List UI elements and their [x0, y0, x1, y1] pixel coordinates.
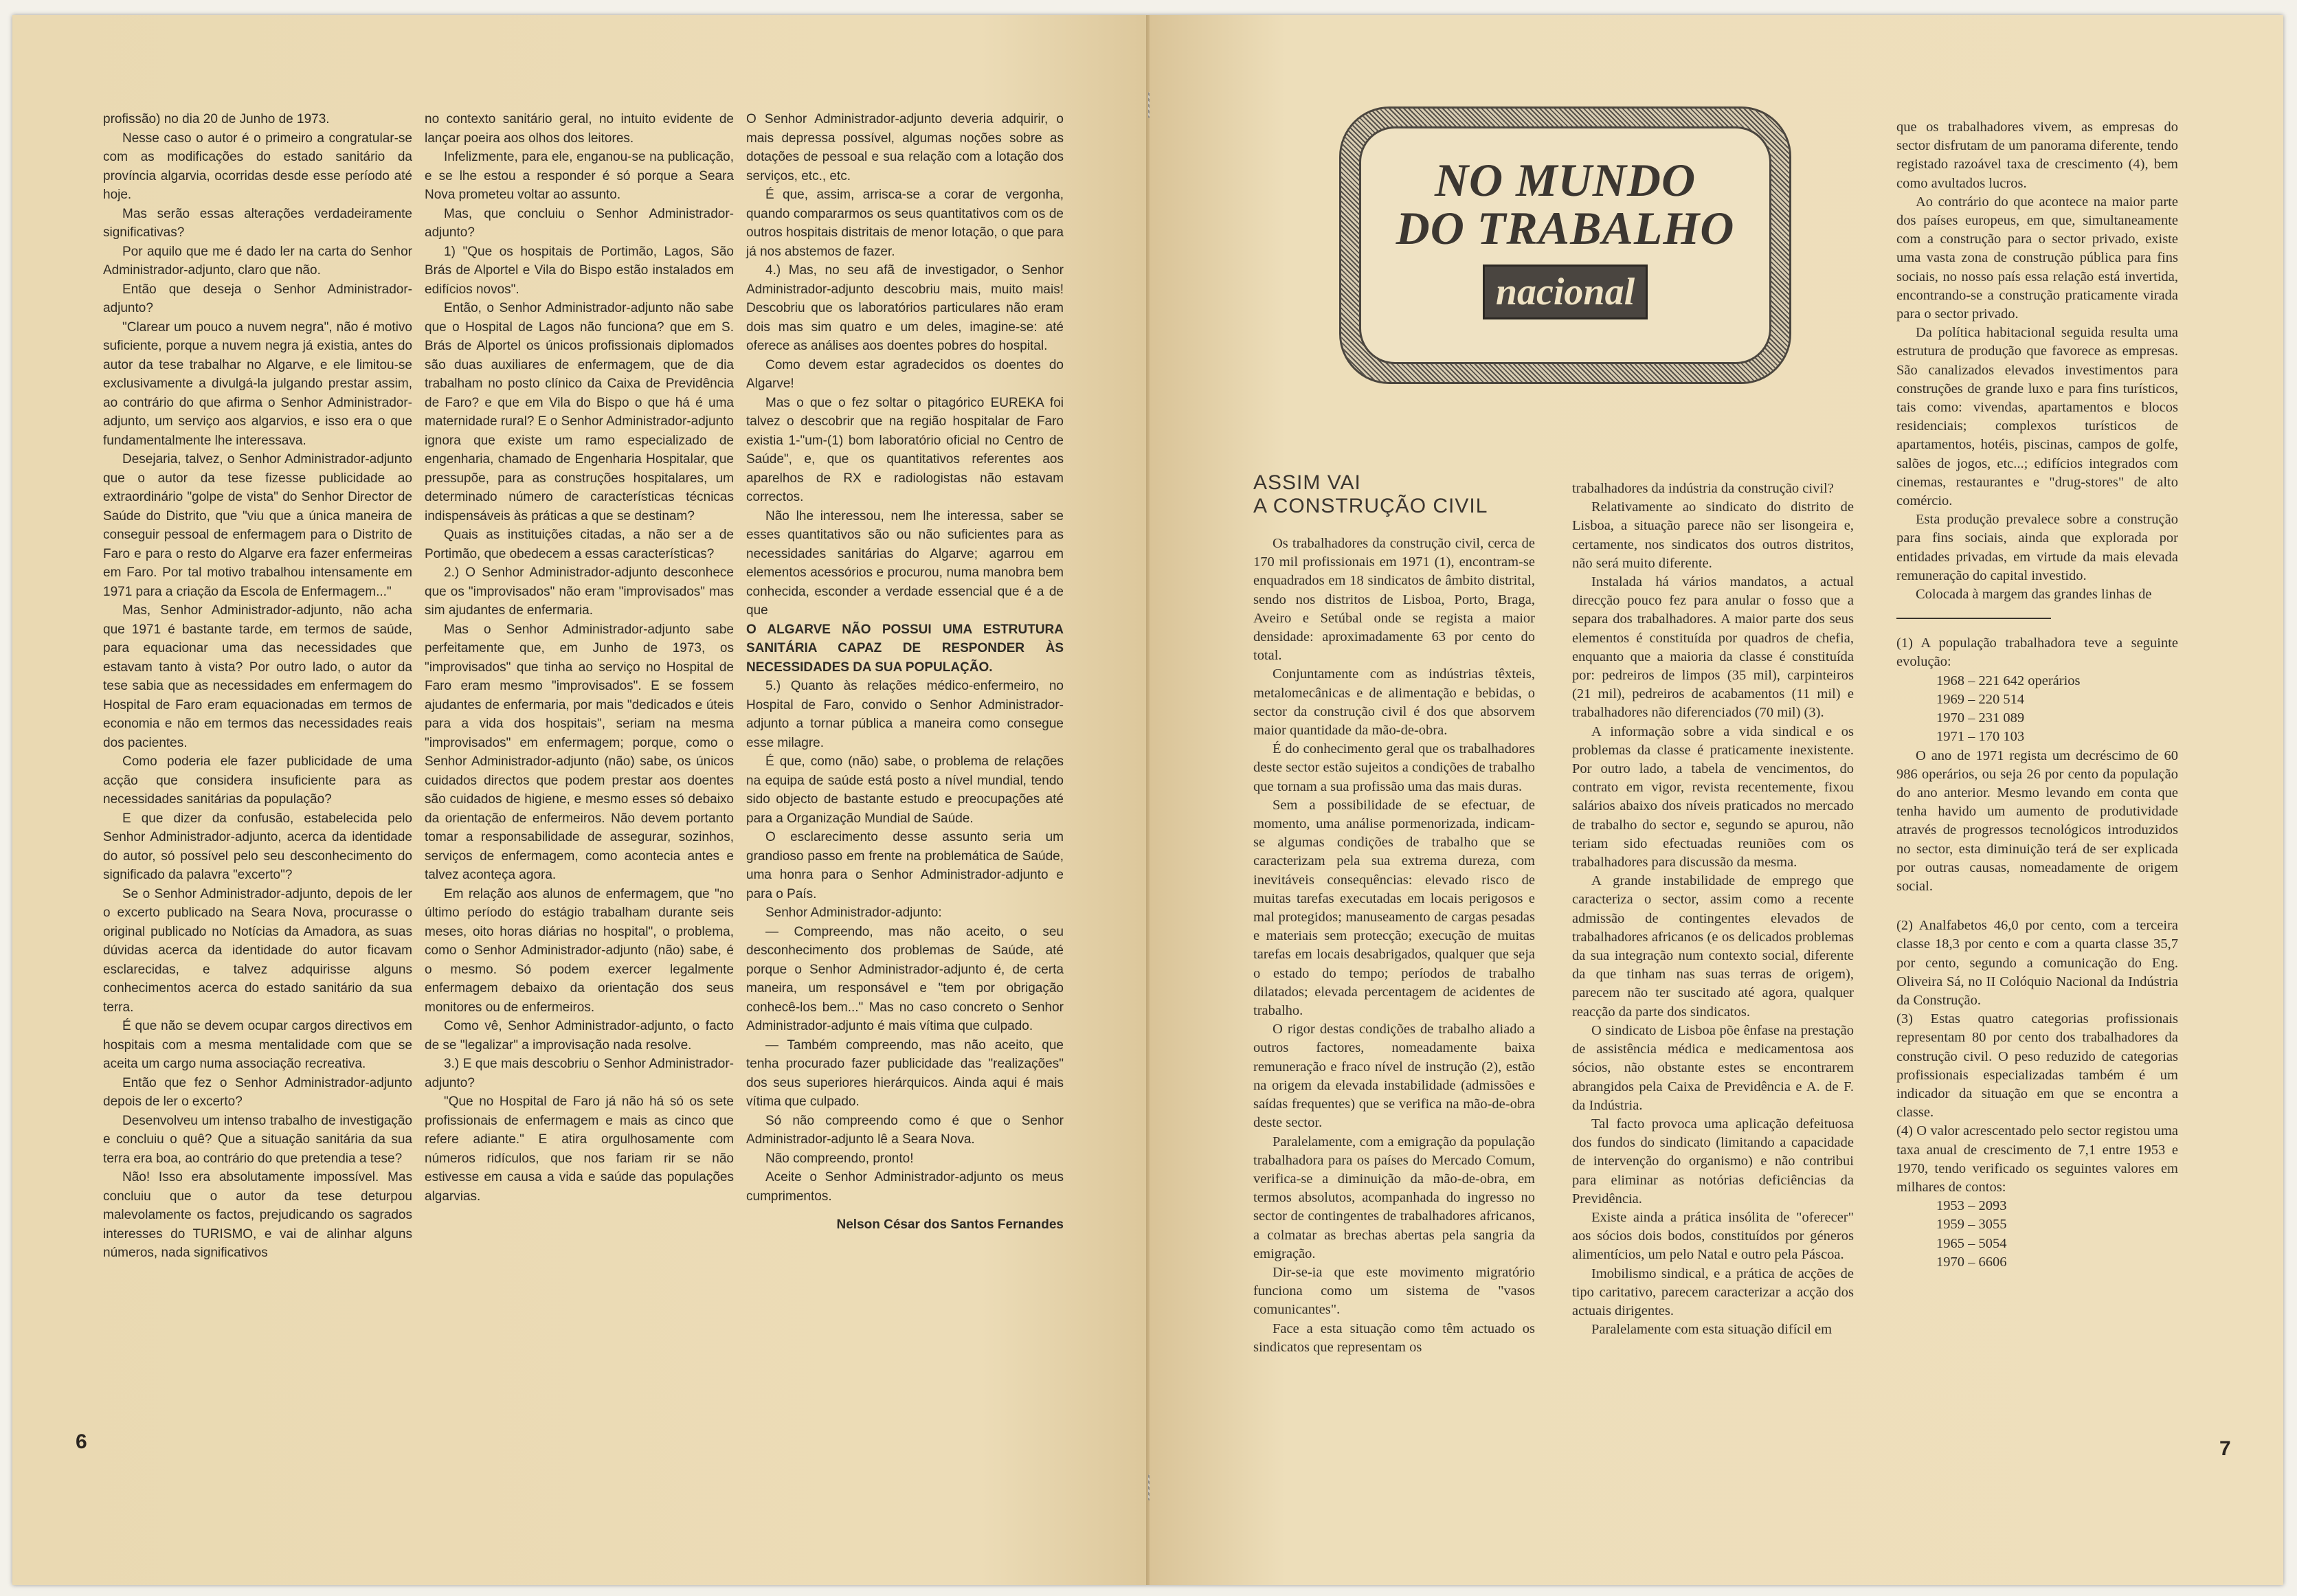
paragraph: Nesse caso o autor é o primeiro a congratular-se com as modificações do estado sanitário da província algarvia, ocorridas desde esse período até hoje. [103, 131, 412, 202]
footnote-list-item: 1959 – 3055 [1936, 1217, 2007, 1233]
footnote-1: (1) A população trabalhadora teve a seguinte evolução: [1896, 636, 2178, 670]
paragraph: — Também compreendo, mas não aceito, que tenha procurado fazer publicidade das "realizações" dos seus superiores hierárquicos. Ainda aqui é mais vítima que culpado. [746, 1037, 1064, 1109]
left-column-1 [103, 110, 412, 1263]
left-column-3 [746, 110, 1064, 1235]
footnote-text: O ano de 1971 regista um decréscimo de 60 986 operários, ou seja 26 por cento da população do ano anterior. Mesmo levando em conta que tenha havido um aumento de produtividade através de progressos tecnológicos introduzidos no sector, esta diminuição terá de ser explicada por outras causas, nomeadamente de origem social. [1896, 748, 2178, 894]
footnote-2: (2) Analfabetos 46,0 por cento, com a terceira classe 18,3 por cento e com a quarta classe 35,7 por cento, segundo a comunicação do Eng. Oliveira Sá, no II Colóquio Nacional da Indústria da Construção. [1896, 918, 2178, 1008]
paragraph: "Que no Hospital de Faro já não há só os sete profissionais de enfermagem e mais as cinco que refere adiante." E atira orgulhosamente com números ridículos, que nos fariam rir se não estivesse em causa a vida e saúde das populações algarvias. [425, 1094, 734, 1204]
paragraph: Não lhe interessou, nem lhe interessa, saber se esses quantitativos são ou não suficientes para as necessidades sanitárias do Algarve; agarrou em elementos acessórios e procurou, numa manobra bem conhecida, esconder a verdade essencial que é a de que [746, 508, 1064, 618]
right-column-3 [1896, 118, 2178, 1272]
right-column-1 [1253, 535, 1535, 1357]
paragraph: Existe ainda a prática insólita de "oferecer" aos sócios dois bodos, constituídos por géneros alimentícios, um pelo Natal e outro pela Páscoa. [1572, 1209, 1854, 1263]
paragraph: Mas, Senhor Administrador-adjunto, não acha que 1971 é bastante tarde, em termos de saúde, para equacionar uma das necessidades que estavam tanto à vista? Por outro lado, o autor da tese sabia que as necessidades em enfermagem do Hospital de Faro eram equacionadas em termos de economia e não em termos das necessidades reais dos pacientes. [103, 603, 412, 750]
paragraph: Senhor Administrador-adjunto: [765, 906, 942, 920]
paragraph: Da política habitacional seguida resulta uma estrutura de produção que favorece as empresas. São canalizados elevados investimentos para construções de grande luxo e para fins turísticos, tais como: vivendas, apartamentos e blocos residenciais; complexos turísticos de apartamentos, hotéis, piscinas, campos de golfe, salões de jogos, etc...; edifícios integrados com cinemas, restaurantes e "drug-stores" de alto comércio. [1896, 325, 2178, 509]
article-title: ASSIM VAI A CONSTRUÇÃO CIVIL [1253, 471, 1488, 517]
paragraph: O esclarecimento desse assunto seria um grandioso passo em frente na problemática de Saúde, uma honra para o Senhor Administrador-adjunto e para o País. [746, 830, 1064, 901]
paragraph: Então, o Senhor Administrador-adjunto não sabe que o Hospital de Lagos não funciona? que em S. Brás de Alportel os únicos profissionais diplomados são duas auxiliares de enfermagem, que de dia trabalham no posto clínico da Caixa de Previdência de Faro? e que em Vila do Bispo o que há é uma maternidade rural? E o Senhor Administrador-adjunto ignora que existe um ramo especializado de engenharia, chamado de Engenharia Hospitalar, que pressupõe, para as construções hospitalares, um determinado número de características técnicas indispensáveis às práticas a que se destinam? [425, 301, 734, 524]
paragraph: Ao contrário do que acontece na maior parte dos países europeus, em que, simultaneamente com a construção para o sector privado, existe uma vasta zona de construção pública para fins sociais, no nosso país essa relação está invertida, encontrando-se a construção praticamente virada para o sector privado. [1896, 194, 2178, 322]
masthead-subtitle: nacional [1483, 265, 1648, 319]
paragraph: Tal facto provoca uma aplicação defeituosa dos fundos do sindicato (limitando a capacidade de intervenção do organismo) e não contribui para eliminar as notórias deficiências da Previdência. [1572, 1116, 1854, 1206]
paragraph: Só não compreendo como é que o Senhor Administrador-adjunto lê a Seara Nova. [746, 1113, 1064, 1147]
paragraph: Então que fez o Senhor Administrador-adjunto depois de ler o excerto? [103, 1075, 412, 1109]
paragraph: Mas serão essas alterações verdadeiramente significativas? [103, 206, 412, 240]
paragraph: Como devem estar agradecidos os doentes do Algarve! [746, 357, 1064, 391]
paragraph: 2.) O Senhor Administrador-adjunto desconhece que os "improvisados" não eram "improvisados" mas sim ajudantes de enfermaria. [425, 565, 734, 618]
paragraph: Colocada à margem das grandes linhas de [1916, 587, 2152, 603]
paragraph: 4.) Mas, no seu afã de investigador, o Senhor Administrador-adjunto descobriu mais, muito mais! Descobriu que os laboratórios particulares não eram dois mas sim quatro e um deles, imagine-se: até oferece as análises aos doentes pobres do hospital. [746, 263, 1064, 353]
author-signature: Nelson César dos Santos Fernandes [836, 1217, 1064, 1232]
footnote-list-item: 1969 – 220 514 [1936, 691, 2025, 707]
paragraph: Conjuntamente com as indústrias têxteis, metalomecânicas e de alimentação e bebidas, o sector da construção civil é dos que absorvem maior quantidade da mão-de-obra. [1253, 666, 1535, 739]
paragraph: Não! Isso era absolutamente impossível. Mas concluiu que o autor da tese deturpou malevolamente os factos, prejudicando os sagrados interesses do TURISMO, e vai de alinhar alguns números, nada significativos [103, 1170, 412, 1260]
paragraph: Mas, que concluiu o Senhor Administrador-adjunto? [425, 206, 734, 240]
masthead-title: NO MUNDO DO TRABALHO [1396, 154, 1735, 254]
paragraph: Face a esta situação como têm actuado os sindicatos que representam os [1253, 1320, 1535, 1355]
paragraph: Esta produção prevalece sobre a construção para fins sociais, ainda que explorada por entidades privadas, em virtude da mais elevada remuneração do capital investido. [1896, 512, 2178, 583]
paragraph: É que, como (não) sabe, o problema de relações na equipa de saúde está posto a nível mundial, tendo sido objecto de bastante estudo e preocupações até para a Organização Mundial de Saúde. [746, 754, 1064, 826]
paragraph: Desenvolveu um intenso trabalho de investigação e concluiu o quê? Que a situação sanitária da sua terra era boa, ao contrário do que pretendia a tese? [103, 1113, 412, 1166]
section-masthead [1341, 109, 1789, 382]
paragraph: Relativamente ao sindicato do distrito de Lisboa, a situação parece não ser lisongeira e, certamente, nos sindicatos dos outros distritos, não será muito diferente. [1572, 499, 1854, 571]
paragraph: profissão) no dia 20 de Junho de 1973. [103, 112, 330, 126]
paragraph: Instalada há vários mandatos, a actual direcção pouco fez para anular o fosso que a separa dos trabalhadores. A maior parte dos seus elementos é constituída por quadros de chefia, enquanto que a maioria da classe é constituída por: pedreiros de limpos (35 mil), carpinteiros (21 mil), pedreiros de acabamentos (11 mil) e trabalhadores não diferenciados (70 mil) (3). [1572, 574, 1854, 721]
paragraph: "Clarear um pouco a nuvem negra", não é motivo suficiente, porque a nuvem negra já existia, antes do autor da tese trabalhar no Algarve, e ele limitou-se exclusivamente a divulgá-la julgando prestar assim, ao contrário do que afirma o Senhor Administrador-adjunto, um serviço aos algarvios, e isso era o que fundamentalmente lhe interessava. [103, 319, 412, 448]
footnote-list-item: 1968 – 221 642 operários [1936, 673, 2081, 688]
left-page [12, 15, 1150, 1585]
paragraph: Sem a possibilidade de se efectuar, de momento, uma análise pormenorizada, indicam-se algumas condições de trabalho que se caracterizam pela sua extrema dureza, com inevitáveis consequências: elevado risco de muitas tarefas executadas em locais perigosos e mal protegidos; manuseamento de cargas pesadas e materiais sem protecção; execução de muitas tarefas em locais desabrigados, qualquer que seja o estado do tempo; períodos de trabalho dilatados; elevada percentagem de acidentes de trabalho. [1253, 797, 1535, 1019]
paragraph: 3.) E que mais descobriu o Senhor Administrador-adjunto? [425, 1057, 734, 1090]
paragraph: Se o Senhor Administrador-adjunto, depois de ler o excerto publicado na Seara Nova, procurasse o original publicado no Notícias da Amadora, as suas dúvidas acerca da identidade do autor ficavam esclarecidas, e talvez adquirisse alguns conhecimentos acerca do estado sanitário da sua terra. [103, 886, 412, 1015]
page-number: 6 [76, 1430, 87, 1453]
paragraph: trabalhadores da indústria da construção civil? [1572, 481, 1834, 496]
footnote-list-item: 1970 – 231 089 [1936, 710, 2025, 726]
paragraph: É do conhecimento geral que os trabalhadores deste sector estão sujeitos a condições de trabalho que tornam a sua profissão uma das mais duras. [1253, 741, 1535, 794]
right-column-2 [1572, 480, 1854, 1339]
paragraph: Em relação aos alunos de enfermagem, que "no último período do estágio trabalham durante seis meses, oito horas diárias no hospital", o problema, como o Senhor Administrador-adjunto (não) sabe, é o mesmo. Só podem exercer legalmente enfermagem debaixo da orientação dos seus monitores ou de enfermeiros. [425, 886, 734, 1015]
paragraph: O sindicato de Lisboa põe ênfase na prestação de assistência médica e medicamentosa aos sócios, não obstante estes se encontrarem abrangidos pela Caixa de Previdência e A. de F. da Indústria. [1572, 1022, 1854, 1113]
footnote-list-item: 1970 – 6606 [1936, 1254, 2007, 1270]
paragraph: A grande instabilidade de emprego que caracteriza o sector, assim como a recente admissão de contingentes elevados de trabalhadores africanos (e os delicados problemas da sua integração num contexto social, diferente da que tinham nas suas terras de origem), parecem não ter suscitado até agora, qualquer reacção da parte dos sindicatos. [1572, 873, 1854, 1020]
paragraph: Imobilismo sindical, e a prática de acções de tipo caritativo, parecem caracterizar a acção dos actuais dirigentes. [1572, 1266, 1854, 1318]
paragraph: Aceite o Senhor Administrador-adjunto os meus cumprimentos. [746, 1170, 1064, 1204]
paragraph: Então que deseja o Senhor Administrador-adjunto? [103, 282, 412, 315]
paragraph: Mas o Senhor Administrador-adjunto sabe perfeitamente que, em Junho de 1973, os "improvisados" que tinha ao serviço no Hospital de Faro eram mesmo "improvisados". E se fossem ajudantes de enfermaria, por mais "dedicados e úteis para a vida dos hospitais", seriam na mesma "improvisados" em enfermagem; porque, como o Senhor Administrador-adjunto (não) sabe, os únicos cuidados directos que podem prestar aos doentes são cuidados de higiene, e mesmo esses só debaixo da orientação de enfermeiros. Não devem portanto tomar a responsabilidade de assegurar, sozinhos, serviços de enfermagem, como acontecia antes e talvez aconteça agora. [425, 622, 734, 882]
paragraph: Dir-se-ia que este movimento migratório funciona como um sistema de "vasos comunicantes". [1253, 1264, 1535, 1318]
paragraph: Por aquilo que me é dado ler na carta do Senhor Administrador-adjunto, claro que não. [103, 244, 412, 278]
paragraph: O Senhor Administrador-adjunto deveria adquirir, o mais depressa possível, algumas noções sobre as dotações de pessoal e sua relação com a lotação dos serviços, etc., etc. [746, 112, 1064, 183]
paragraph: Infelizmente, para ele, enganou-se na publicação, e se lhe estou a responder é só porque a Seara Nova prometeu voltar ao assunto. [425, 150, 734, 202]
paragraph: Não compreendo, pronto! [765, 1151, 914, 1166]
paragraph: E que dizer da confusão, estabelecida pelo Senhor Administrador-adjunto, acerca da identidade do autor, só possível pelo seu desconhecimento do significado da palavra "excerto"? [103, 811, 412, 882]
magazine-spread [12, 15, 2283, 1585]
footnote-4: (4) O valor acrescentado pelo sector registou uma taxa anual de crescimento de 7,1 entre 1953 e 1970, tendo verificado os seguintes valores em milhares de contos: [1896, 1123, 2178, 1195]
footnote-divider [1896, 618, 2051, 619]
paragraph: É que não se devem ocupar cargos directivos em hospitais com a mesma mentalidade com que se aceita um cargo numa associação recreativa. [103, 1019, 412, 1071]
paragraph: Como vê, Senhor Administrador-adjunto, o facto de se "legalizar" a improvisação nada resolve. [425, 1019, 734, 1053]
paragraph: Como poderia ele fazer publicidade de uma acção que considera insuficiente para as necessidades sanitárias da população? [103, 754, 412, 807]
paragraph: Desejaria, talvez, o Senhor Administrador-adjunto que o autor da tese fizesse publicidade ao extraordinário "golpe de vista" do Senhor Director de Saúde do Distrito, que "viu que a única maneira de conseguir pessoal de enfermagem para o Distrito de Faro e para o resto do Algarve era fazer enfermeiras em Faro. Por tal motivo trabalhou intensamente em 1971 para a criação da Escola de Enfermagem..." [103, 452, 412, 599]
paragraph: Paralelamente com esta situação difícil em [1591, 1322, 1833, 1338]
footnote-3: (3) Estas quatro categorias profissionais representam 80 por cento dos trabalhadores da construção civil. O peso reduzido de categorias profissionais especializadas também é um indicador da situação em que se encontra a classe. [1896, 1011, 2178, 1121]
footnote-list-item: 1965 – 5054 [1936, 1235, 2007, 1251]
emphasis-statement: O ALGARVE NÃO POSSUI UMA ESTRUTURA SANITÁRIA CAPAZ DE RESPONDER ÀS NECESSIDADES DA SUA POPULAÇÃO. [746, 622, 1064, 675]
paragraph: Quais as instituições citadas, a não ser a de Portimão, que obedecem a essas características? [425, 528, 734, 561]
footnote-list-item: 1971 – 170 103 [1936, 729, 2025, 745]
paragraph: no contexto sanitário geral, no intuito evidente de lançar poeira aos olhos dos leitores. [425, 112, 734, 146]
paragraph: 5.) Quanto às relações médico-enfermeiro, no Hospital de Faro, convido o Senhor Administrador-adjunto a tornar pública a maneira como consegue esse milagre. [746, 679, 1064, 750]
footnote-list-item: 1953 – 2093 [1936, 1198, 2007, 1214]
paragraph: Os trabalhadores da construção civil, cerca de 170 mil profissionais em 1971 (1), encontram-se enquadrados em 18 sindicatos de âmbito distrital, sendo nos distritos de Lisboa, Porto, Braga, Aveiro e Setúbal onde se regista a maior densidade: aproximadamente 63 por cento do total. [1253, 536, 1535, 664]
page-number: 7 [2219, 1437, 2231, 1460]
paragraph: O rigor destas condições de trabalho aliado a outros factores, nomeadamente baixa remuneração e fraco nível de instrução (2), estão na origem da elevada instabilidade (admissões e saídas frequentes) que se verifica na mão-de-obra deste sector. [1253, 1022, 1535, 1131]
paragraph: Paralelamente, com a emigração da população trabalhadora para os países do Mercado Comum, verifica-se a diminuição da mão-de-obra, em termos absolutos, acompanhada do ingresso no sector de contingentes de trabalhadores africanos, a colmatar as brechas abertas pela sangria da emigração. [1253, 1134, 1535, 1261]
masthead-panel [1359, 126, 1771, 364]
paragraph: É que, assim, arrisca-se a corar de vergonha, quando compararmos os seus quantitativos com os de outros hospitais distritais de menor lotação, o que para já nos abstemos de fazer. [746, 188, 1064, 259]
paragraph: 1) "Que os hospitais de Portimão, Lagos, São Brás de Alportel e Vila do Bispo estão instalados em edifícios novos". [425, 244, 734, 297]
paragraph: que os trabalhadores vivem, as empresas do sector disfrutam de um panorama diferente, tendo registado razoável taxa de crescimento (4), bem como avultados lucros. [1896, 120, 2178, 191]
paragraph: A informação sobre a vida sindical e os problemas da classe é praticamente inexistente. Por outro lado, a tabela de vencimentos, do contrato em vigor, revista recentemente, fixou salários abaixo dos níveis praticados no mercado de trabalho do sector e, segundo se apurou, não teriam sido efectuadas reuniões com os trabalhadores para discussão da mesma. [1572, 723, 1854, 870]
paragraph: — Compreendo, mas não aceito, o seu desconhecimento dos problemas de Saúde, até porque o Senhor Administrador-adjunto é, de certa maneira, um responsável e "tem por obrigação conhecê-los bem..." Mas no caso concreto o Senhor Administrador-adjunto é mais vítima que culpado. [746, 924, 1064, 1033]
paragraph: Mas o que o fez soltar o pitagórico EUREKA foi talvez o descobrir que na região hospitalar de Faro existia 1-"um-(1) bom laboratório oficial no Centro de Saúde", e, que os quantitativos referentes aos aparelhos de RX e radiologistas não estavam correctos. [746, 395, 1064, 504]
left-column-2 [425, 110, 734, 1206]
